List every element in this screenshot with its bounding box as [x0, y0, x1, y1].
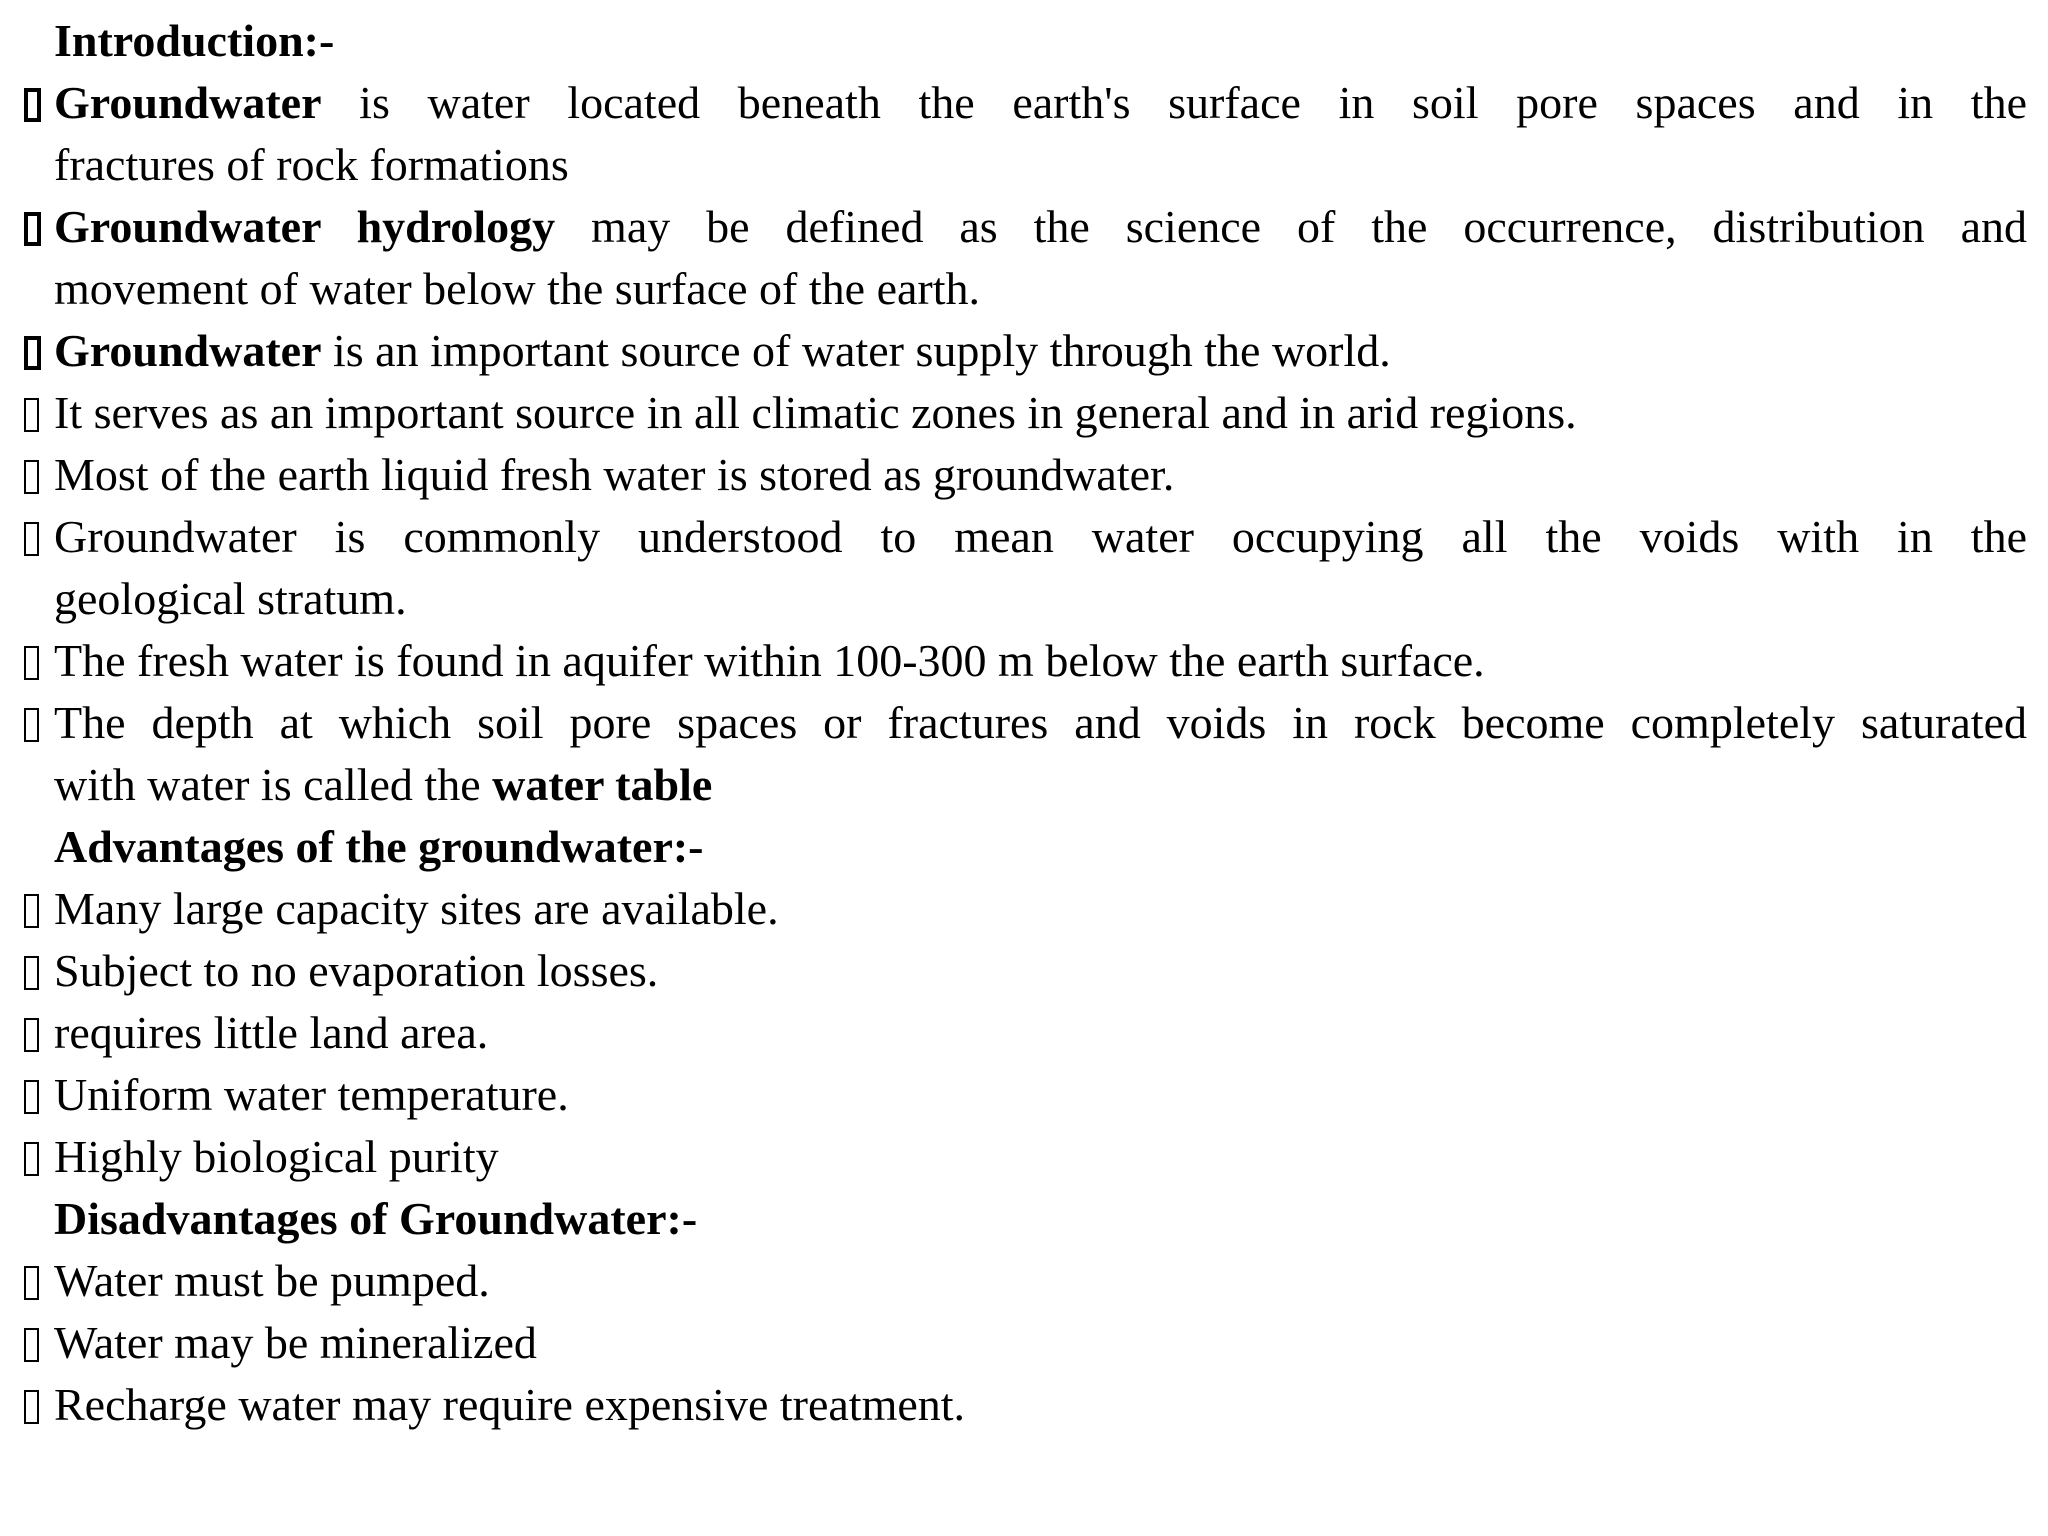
disadvantage-item — [54, 1312, 2027, 1374]
intro-item-1-line-2: fractures of rock formations — [54, 139, 569, 190]
disadvantage-item-text: Recharge water may require expensive treatment. — [54, 1379, 966, 1430]
intro-item-4-text: It serves as an important source in all climatic zones in general and in arid regions. — [54, 387, 1577, 438]
intro-item-7-text: The fresh water is found in aquifer within 100-300 m below the earth surface. — [54, 635, 1485, 686]
advantage-item — [54, 1126, 2027, 1188]
bullet-box-icon — [24, 196, 48, 258]
bullet-box-icon — [24, 72, 48, 134]
disadvantage-item — [54, 1374, 2027, 1436]
intro-item-2-bold: Groundwater hydrology — [54, 201, 556, 252]
intro-item-6-line-2: geological stratum. — [54, 573, 407, 624]
bullet-box-icon — [24, 1312, 48, 1374]
advantage-item-text: Many large capacity sites are available. — [54, 883, 779, 934]
bullet-box-icon — [24, 1126, 48, 1188]
intro-item-8-line-1 — [54, 692, 2027, 754]
intro-item-5 — [54, 444, 2027, 506]
bullet-box-icon — [24, 878, 48, 940]
bullet-box-icon — [24, 630, 48, 692]
bullet-box-icon — [24, 506, 48, 568]
intro-item-3-bold: Groundwater — [54, 325, 322, 376]
bullet-box-icon — [24, 382, 48, 444]
intro-item-8-line-2-text: with water is called the — [54, 759, 493, 810]
intro-item-1-text: is water located beneath the earth's surface in soil pore spaces and in the — [321, 77, 2027, 128]
intro-item-2-line-2: movement of water below the surface of the earth. — [54, 263, 980, 314]
bullet-box-icon — [24, 940, 48, 1002]
intro-item-1-bold: Groundwater — [54, 77, 322, 128]
disadvantage-item-text: Water may be mineralized — [54, 1317, 537, 1368]
advantage-item — [54, 1002, 2027, 1064]
disadvantage-item-text: Water must be pumped. — [54, 1255, 490, 1306]
advantage-item-text: Uniform water temperature. — [54, 1069, 569, 1120]
intro-item-7 — [54, 630, 2027, 692]
bullet-box-icon — [24, 1002, 48, 1064]
intro-item-8-text: The depth at which soil pore spaces or fractures and voids in rock become completely saturated — [54, 697, 2027, 748]
disadvantage-item — [54, 1250, 2027, 1312]
bullet-box-icon — [24, 444, 48, 506]
intro-item-3-text: is an important source of water supply through the world. — [321, 325, 1391, 376]
disadvantages-heading: Disadvantages of Groundwater:- — [54, 1193, 698, 1244]
advantage-item-text: Subject to no evaporation losses. — [54, 945, 659, 996]
intro-item-2-line-1 — [54, 196, 2027, 258]
bullet-box-icon — [24, 1064, 48, 1126]
bullet-box-icon — [24, 320, 48, 382]
intro-item-2-text: may be defined as the science of the occurrence, distribution and — [555, 201, 2027, 252]
intro-item-4 — [54, 382, 2027, 444]
bullet-box-icon — [24, 1250, 48, 1312]
water-table-term: water table — [492, 759, 713, 810]
intro-item-5-text: Most of the earth liquid fresh water is stored as groundwater. — [54, 449, 1175, 500]
intro-item-6-text: Groundwater is commonly understood to mean water occupying all the voids with in the — [54, 511, 2027, 562]
advantage-item — [54, 1064, 2027, 1126]
intro-item-8-line-2 — [54, 754, 2027, 816]
advantages-heading: Advantages of the groundwater:- — [54, 821, 704, 872]
intro-item-6-line-1 — [54, 506, 2027, 568]
advantage-item-text: requires little land area. — [54, 1007, 489, 1058]
bullet-box-icon — [24, 692, 48, 754]
advantage-item-text: Highly biological purity — [54, 1131, 499, 1182]
intro-item-3-line-1 — [54, 320, 2027, 382]
advantage-item — [54, 878, 2027, 940]
intro-heading: Introduction:- — [54, 15, 335, 66]
bullet-box-icon — [24, 1374, 48, 1436]
intro-item-1-line-1 — [54, 72, 2027, 134]
advantage-item — [54, 940, 2027, 1002]
